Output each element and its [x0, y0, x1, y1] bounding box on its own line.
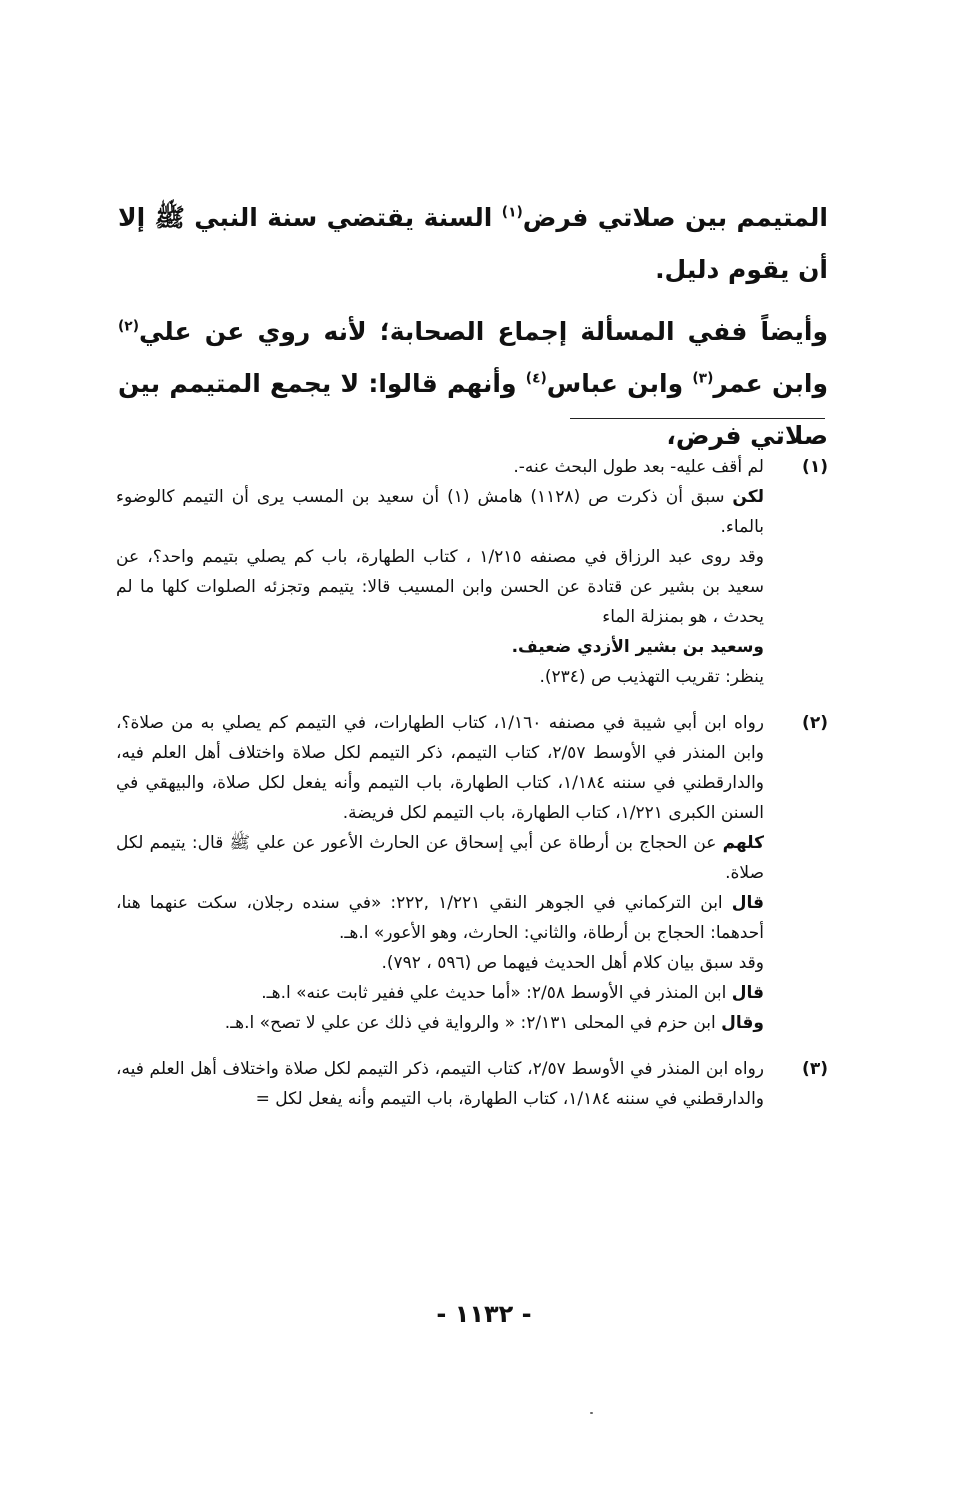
- main-text: [118, 192, 828, 462]
- footnote-ref-1[interactable]: (١): [501, 204, 523, 221]
- footnote-separator: [570, 418, 825, 419]
- footnote-line: وقد سبق بيان كلام أهل الحديث فيهما ص (٥٩٦ ، ٧٩٢).: [381, 953, 764, 973]
- footnote-line: رواه ابن المنذر في الأوسط ٢/٥٧، كتاب التيمم، ذكر التيمم لكل صلاة واختلاف أهل العلم فيه، والدارقطني في سننه ١/١٨٤، كتاب الطهارة، باب التيمم وأنه يفعل لكل =: [116, 1059, 764, 1109]
- footnote-line: كلهم عن الحجاج بن أرطاة عن أبي إسحاق عن الحارث الأعور عن علي ﷺ قال: يتيمم لكل صلاة.: [116, 833, 764, 883]
- main-paragraph-2: وأيضاً ففي المسألة إجماع الصحابة؛ لأنه روي عن علي$^{(٢)}$ وابن عمر$^{(٣)}$ وابن عباس$^{(٤)}$ وأنهم قالوا: لا يجمع المتيمم بين صلاتي فرض،: [118, 317, 828, 450]
- footnote-ref-3[interactable]: (٣): [692, 370, 714, 387]
- footnote-line: وقد روى عبد الرزاق في مصنفه ١/٢١٥ ، كتاب الطهارة، باب كم يصلي بتيمم واحد؟، عن سعيد بن بشير عن قتادة عن الحسن وابن المسيب قالا: يتيمم وتجزئه الصلوات كلها ما لم يحدث ، هو بمنزلة الماء: [116, 547, 764, 627]
- page-number: - ١١٣٢ -: [436, 1300, 532, 1328]
- footnote-line: رواه ابن أبي شيبة في مصنفه ١/١٦٠، كتاب الطهارات، في التيمم كم يصلي به من صلاة؟، وابن المنذر في الأوسط ٢/٥٧، كتاب التيمم، ذكر التيمم لكل صلاة واختلاف أهل العلم فيه، والدارقطني في سننه ١/١٨٤، كتاب الطهارة، باب التيمم وأنه يفعل لكل صلاة، والبيهقي في السنن الكبرى ١/٢٢١، كتاب الطهارة، باب التيمم لكل فريضة.: [116, 713, 764, 823]
- footnote-line: ينظر: تقريب التهذيب ص (٢٣٤).: [539, 667, 764, 687]
- footnote-ref-4[interactable]: (٤): [525, 370, 547, 387]
- footnote-line: لكن سبق أن ذكرت ص (١١٢٨) هامش (١) أن سعيد بن المسب يرى أن التيمم كالوضوء بالماء.: [116, 487, 764, 537]
- footnote-line: وقال ابن حزم في المحلى ٢/١٣١: « والرواية في ذلك عن علي لا تصح» ا.هـ.: [224, 1013, 764, 1033]
- footnote-line: قال ابن المنذر في الأوسط ٢/٥٨: «أما حديث علي ففير ثابت عنه» ا.هـ.: [261, 983, 764, 1003]
- footnote-number: (٣): [802, 1059, 828, 1079]
- footnote-number: (١): [802, 457, 828, 477]
- footnote-1: [116, 452, 828, 692]
- scan-speck: [590, 1412, 593, 1414]
- footnote-ref-2[interactable]: (٢): [118, 318, 139, 335]
- main-paragraph-1: المتيمم بين صلاتي فرض$^{(١)}$ السنة يقتضي سنة النبي ﷺ إلا أن يقوم دليل.: [118, 203, 828, 284]
- footnote-line: لم أقف عليه- بعد طول البحث عنه-.: [513, 457, 764, 477]
- footnote-number: (٢): [802, 713, 828, 733]
- footnote-3: [116, 1054, 828, 1114]
- footnotes: [116, 452, 828, 1130]
- footnote-2: [116, 708, 828, 1038]
- footnote-line: وسعيد بن بشير الأزدي ضعيف.: [511, 637, 764, 657]
- footnote-line: قال ابن التركماني في الجوهر النقي ١/٢٢١ ,٢٢٢: «في سنده رجلان، سكت عنهما هنا، أحدهما: الحجاج بن أرطاة، والثاني: الحارث، وهو الأعور» ا.هـ.: [116, 893, 764, 943]
